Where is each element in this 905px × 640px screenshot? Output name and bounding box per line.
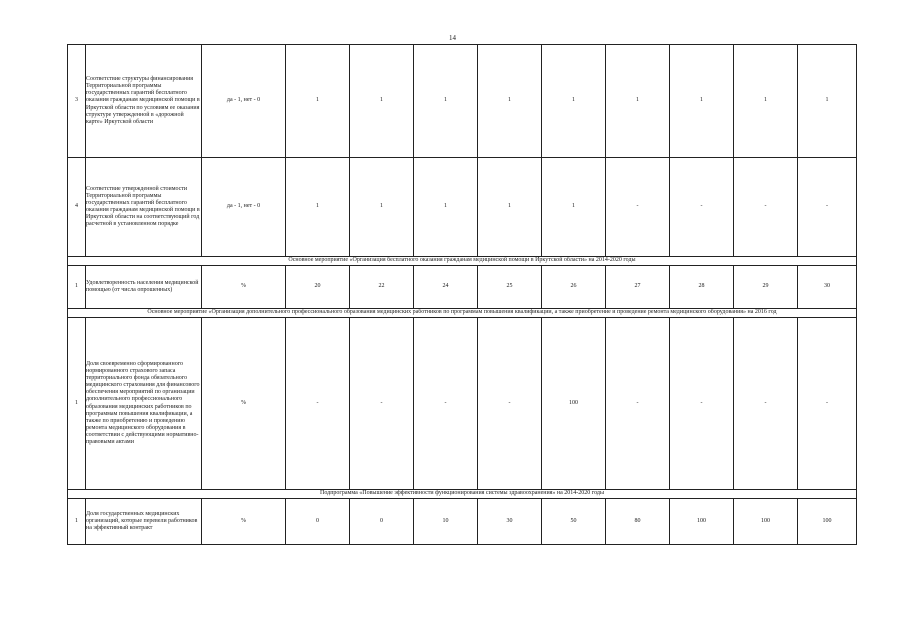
- value-cell: -: [286, 318, 350, 490]
- section-row: [68, 257, 857, 266]
- section-title: Основное мероприятие «Организация дополнительного профессионального образования медицинских работников по программам повышения квалификации, а также приобретение и проведение ремонта медицинского оборудования» на 2016 год: [68, 309, 857, 318]
- value-cell: 30: [798, 266, 857, 309]
- indicator-name: Доля государственных медицинских организаций, которые перевели работников на эффективный контракт: [86, 499, 202, 545]
- value-cell: -: [670, 318, 734, 490]
- value-cell: 100: [798, 499, 857, 545]
- value-cell: -: [606, 318, 670, 490]
- value-cell: 10: [414, 499, 478, 545]
- value-cell: -: [414, 318, 478, 490]
- value-cell: -: [734, 318, 798, 490]
- indicator-name: Доля своевременно сформированного нормированного страхового запаса территориального фонда обязательного медицинского страхования для финансового обеспечения мероприятий по организации дополнительного профессионального образования медицинских работников по программам повышения квалификации, а также по приобретению и проведению ремонта медицинского оборудования в соответствии с действующими нормативно-правовыми актами: [86, 318, 202, 490]
- value-cell: 1: [542, 45, 606, 158]
- unit-cell: %: [202, 499, 286, 545]
- value-cell: 100: [670, 499, 734, 545]
- value-cell: 26: [542, 266, 606, 309]
- value-cell: 28: [670, 266, 734, 309]
- value-cell: -: [350, 318, 414, 490]
- value-cell: 22: [350, 266, 414, 309]
- table-row: [68, 318, 857, 490]
- value-cell: 1: [414, 158, 478, 257]
- indicator-name: Удовлетворенность населения медицинской помощью (от числа опрошенных): [86, 266, 202, 309]
- value-cell: 80: [606, 499, 670, 545]
- value-cell: 0: [286, 499, 350, 545]
- value-cell: 1: [350, 45, 414, 158]
- value-cell: -: [734, 158, 798, 257]
- value-cell: 25: [478, 266, 542, 309]
- table-row: [68, 266, 857, 309]
- value-cell: 1: [286, 158, 350, 257]
- value-cell: 1: [414, 45, 478, 158]
- value-cell: -: [478, 318, 542, 490]
- row-number: 1: [68, 266, 86, 309]
- table-row: [68, 45, 857, 158]
- indicators-table: [67, 44, 857, 545]
- section-row: [68, 490, 857, 499]
- value-cell: 1: [350, 158, 414, 257]
- table-row: [68, 158, 857, 257]
- value-cell: 24: [414, 266, 478, 309]
- unit-cell: да - 1, нет - 0: [202, 158, 286, 257]
- value-cell: 1: [286, 45, 350, 158]
- unit-cell: да - 1, нет - 0: [202, 45, 286, 158]
- value-cell: 1: [670, 45, 734, 158]
- value-cell: 1: [734, 45, 798, 158]
- value-cell: -: [670, 158, 734, 257]
- value-cell: 1: [478, 158, 542, 257]
- value-cell: 20: [286, 266, 350, 309]
- value-cell: 0: [350, 499, 414, 545]
- section-title: Основное мероприятие «Организация бесплатного оказания гражданам медицинской помощи в Иркутской области» на 2014-2020 годы: [68, 257, 857, 266]
- value-cell: -: [798, 318, 857, 490]
- section-title: Подпрограмма «Повышение эффективности функционирования системы здравоохранения» на 2014-2020 годы: [68, 490, 857, 499]
- unit-cell: %: [202, 318, 286, 490]
- value-cell: 100: [734, 499, 798, 545]
- row-number: 1: [68, 499, 86, 545]
- value-cell: 1: [478, 45, 542, 158]
- value-cell: -: [606, 158, 670, 257]
- value-cell: 50: [542, 499, 606, 545]
- value-cell: 1: [798, 45, 857, 158]
- row-number: 3: [68, 45, 86, 158]
- value-cell: 1: [542, 158, 606, 257]
- row-number: 1: [68, 318, 86, 490]
- indicator-name: Соответствие утвержденной стоимости Территориальной программы государственных гарантий бесплатного оказания гражданам медицинской помощи в Иркутской области на соответствующий год расчетной в установленном порядке: [86, 158, 202, 257]
- value-cell: 27: [606, 266, 670, 309]
- value-cell: 100: [542, 318, 606, 490]
- section-row: [68, 309, 857, 318]
- row-number: 4: [68, 158, 86, 257]
- page-number: 14: [449, 34, 456, 42]
- table-row: [68, 499, 857, 545]
- indicator-name: Соответствие структуры финансирования Территориальной программы государственных гарантий бесплатного оказания гражданам медицинской помощи в Иркутской области по условиям ее оказания структуре утвержденной в «дорожной карте» Иркутской области: [86, 45, 202, 158]
- unit-cell: %: [202, 266, 286, 309]
- value-cell: 29: [734, 266, 798, 309]
- value-cell: 1: [606, 45, 670, 158]
- value-cell: 30: [478, 499, 542, 545]
- value-cell: -: [798, 158, 857, 257]
